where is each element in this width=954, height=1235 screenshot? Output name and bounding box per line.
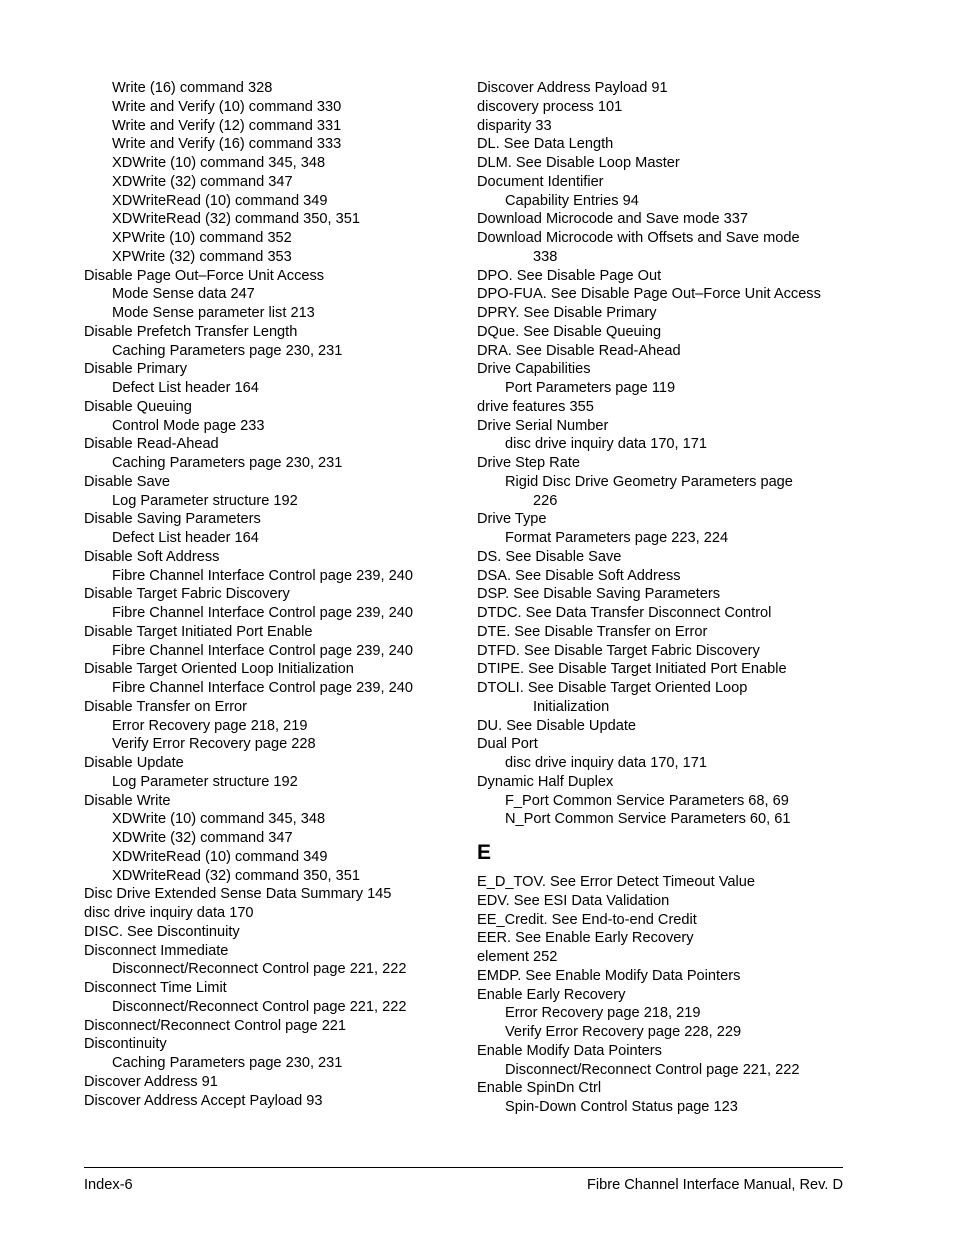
index-entry: Disable Update — [84, 755, 184, 771]
index-entry: Disc Drive Extended Sense Data Summary 145 — [84, 886, 392, 903]
index-subentry: disc drive inquiry data 170, 171 — [505, 755, 708, 771]
index-subentry: 338 — [533, 248, 558, 265]
index-entry: DPO. See Disable Page Out — [477, 267, 662, 284]
index-entry: DPO-FUA. See Disable Page Out–Force Unit Access — [477, 286, 821, 303]
index-entry: DTIPE. See Disable Target Initiated Port Enable — [477, 661, 787, 678]
index-entry: DSA. See Disable Soft Address — [477, 567, 681, 584]
index-subentry: Defect List header 164 — [112, 530, 259, 546]
index-subentry: Rigid Disc Drive Geometry Parameters page — [505, 473, 793, 490]
index-subentry: Error Recovery page 218, 219 — [112, 717, 308, 734]
index-subentry: XDWrite (32) command 347 — [112, 830, 293, 846]
index-entry: EDV. See ESI Data Validation — [477, 892, 670, 909]
index-entry: discovery process 101 — [477, 98, 623, 115]
index-subentry: Fibre Channel Interface Control page 239, 240 — [112, 642, 413, 659]
index-subentry: Spin-Down Control Status page 123 — [505, 1099, 738, 1115]
index-subentry: Error Recovery page 218, 219 — [505, 1005, 701, 1022]
index-entry: DRA. See Disable Read-Ahead — [477, 342, 681, 359]
index-subentry: Write and Verify (12) command 331 — [112, 117, 342, 134]
index-entry: DU. See Disable Update — [477, 717, 636, 734]
index-subentry: Defect List header 164 — [112, 380, 259, 396]
index-entry: DISC. See Discontinuity — [84, 923, 240, 940]
index-entry: disc drive inquiry data 170 — [84, 905, 254, 921]
index-entry: Disable Target Fabric Discovery — [84, 586, 290, 603]
index-subentry: Verify Error Recovery page 228 — [112, 736, 316, 753]
index-entry: Enable SpinDn Ctrl — [477, 1080, 602, 1097]
footer-divider — [84, 1167, 843, 1168]
index-subentry: Format Parameters page 223, 224 — [505, 530, 729, 546]
index-subentry: Log Parameter structure 192 — [112, 773, 298, 790]
index-subentry: Mode Sense data 247 — [112, 286, 255, 303]
index-entry: Discover Address Payload 91 — [477, 80, 668, 96]
index-entry: Dynamic Half Duplex — [477, 773, 614, 790]
index-entry: Disable Read-Ahead — [84, 436, 219, 453]
index-subentry: Caching Parameters page 230, 231 — [112, 342, 343, 359]
index-entry: Drive Serial Number — [477, 417, 609, 434]
index-entry: Drive Type — [477, 511, 547, 528]
index-subentry: Disconnect/Reconnect Control page 221, 222 — [112, 961, 407, 978]
index-entry: Drive Capabilities — [477, 361, 591, 378]
index-entry: Disable Queuing — [84, 398, 192, 415]
index-entry: Disable Transfer on Error — [84, 698, 248, 715]
index-subentry: XDWriteRead (32) command 350, 351 — [112, 867, 360, 884]
index-entry: DPRY. See Disable Primary — [477, 305, 657, 321]
index-entry: Disable Primary — [84, 361, 187, 378]
index-subentry: XDWrite (32) command 347 — [112, 173, 293, 190]
index-group-e — [477, 873, 857, 1117]
index-subentry: Initialization — [533, 698, 610, 715]
index-subentry: Log Parameter structure 192 — [112, 492, 298, 509]
index-subentry: Write and Verify (16) command 333 — [112, 136, 342, 153]
index-entry: DQue. See Disable Queuing — [477, 323, 662, 340]
index-entry: Disconnect Time Limit — [84, 980, 227, 996]
index-group-d — [477, 79, 857, 829]
index-entry: Disconnect/Reconnect Control page 221 — [84, 1017, 347, 1034]
index-entry: EE_Credit. See End-to-end Credit — [477, 911, 697, 928]
index-entry: Disable Target Oriented Loop Initialization — [84, 661, 354, 678]
index-subentry: Capability Entries 94 — [505, 192, 639, 209]
index-subentry: XDWriteRead (10) command 349 — [112, 192, 328, 209]
index-subentry: Fibre Channel Interface Control page 239, 240 — [112, 605, 413, 621]
index-entry: Download Microcode and Save mode 337 — [477, 211, 748, 228]
index-subentry: Disconnect/Reconnect Control page 221, 222 — [505, 1061, 800, 1078]
index-entry: Disable Soft Address — [84, 548, 220, 565]
index-subentry: Caching Parameters page 230, 231 — [112, 455, 343, 471]
index-subentry: Port Parameters page 119 — [505, 380, 676, 396]
index-column-right — [477, 79, 857, 1117]
index-subentry: Write and Verify (10) command 330 — [112, 98, 342, 115]
index-entry: DTOLI. See Disable Target Oriented Loop — [477, 680, 748, 696]
index-entry: Drive Step Rate — [477, 455, 581, 471]
index-subentry: Verify Error Recovery page 228, 229 — [505, 1024, 742, 1040]
index-entry: DTDC. See Data Transfer Disconnect Control — [477, 605, 772, 621]
index-entry: Disable Prefetch Transfer Length — [84, 323, 298, 340]
index-entry: EER. See Enable Early Recovery — [477, 930, 694, 947]
index-entry: Disconnect Immediate — [84, 942, 229, 959]
index-entry: EMDP. See Enable Modify Data Pointers — [477, 967, 741, 984]
index-entry: Dual Port — [477, 736, 538, 753]
index-entry: DSP. See Disable Saving Parameters — [477, 586, 721, 603]
index-subentry: Fibre Channel Interface Control page 239, 240 — [112, 567, 413, 584]
index-entry: Download Microcode with Offsets and Save mode — [477, 230, 800, 246]
index-entry: disparity 33 — [477, 117, 552, 134]
index-entry: Discover Address 91 — [84, 1073, 218, 1090]
footer-manual-title: Fibre Channel Interface Manual, Rev. D — [586, 1177, 843, 1193]
index-subentry: XDWrite (10) command 345, 348 — [112, 155, 326, 171]
index-subentry: Caching Parameters page 230, 231 — [112, 1055, 343, 1071]
index-subentry: XDWriteRead (10) command 349 — [112, 848, 328, 865]
index-subentry: XDWriteRead (32) command 350, 351 — [112, 211, 360, 228]
index-entry: drive features 355 — [477, 398, 594, 415]
index-subentry: disc drive inquiry data 170, 171 — [505, 436, 708, 453]
index-entry: Disable Page Out–Force Unit Access — [84, 267, 325, 284]
index-entry: Disable Target Initiated Port Enable — [84, 623, 313, 640]
index-subentry: Mode Sense parameter list 213 — [112, 305, 315, 321]
index-subentry: XDWrite (10) command 345, 348 — [112, 811, 326, 828]
index-entry: DLM. See Disable Loop Master — [477, 155, 680, 171]
index-entry: DS. See Disable Save — [477, 548, 622, 565]
index-subentry: N_Port Common Service Parameters 60, 61 — [505, 811, 791, 828]
index-entry: DTE. See Disable Transfer on Error — [477, 623, 708, 640]
index-entry: Enable Early Recovery — [477, 986, 626, 1003]
index-column-left — [84, 79, 464, 1110]
index-entry: Discontinuity — [84, 1036, 167, 1053]
index-subentry: F_Port Common Service Parameters 68, 69 — [505, 792, 789, 809]
index-entry: element 252 — [477, 949, 558, 965]
index-entry: Discover Address Accept Payload 93 — [84, 1092, 323, 1109]
index-entry: Document Identifier — [477, 173, 604, 190]
index-subentry: Control Mode page 233 — [112, 417, 265, 434]
index-subentry: Fibre Channel Interface Control page 239, 240 — [112, 680, 413, 696]
index-entry: Disable Saving Parameters — [84, 511, 261, 528]
index-entry: Disable Write — [84, 792, 171, 809]
index-entry: Enable Modify Data Pointers — [477, 1042, 662, 1059]
section-letter-heading: E — [477, 841, 492, 864]
index-subentry: 226 — [533, 492, 558, 509]
index-entry: Disable Save — [84, 473, 170, 490]
index-entry: DTFD. See Disable Target Fabric Discovery — [477, 642, 760, 659]
index-subentry: XPWrite (32) command 353 — [112, 248, 292, 265]
footer-page-number: Index-6 — [84, 1177, 133, 1193]
index-subentry: Disconnect/Reconnect Control page 221, 222 — [112, 998, 407, 1015]
index-subentry: XPWrite (10) command 352 — [112, 230, 292, 246]
index-subentry: Write (16) command 328 — [112, 80, 273, 96]
index-entry: E_D_TOV. See Error Detect Timeout Value — [477, 874, 755, 890]
index-entry: DL. See Data Length — [477, 136, 614, 153]
